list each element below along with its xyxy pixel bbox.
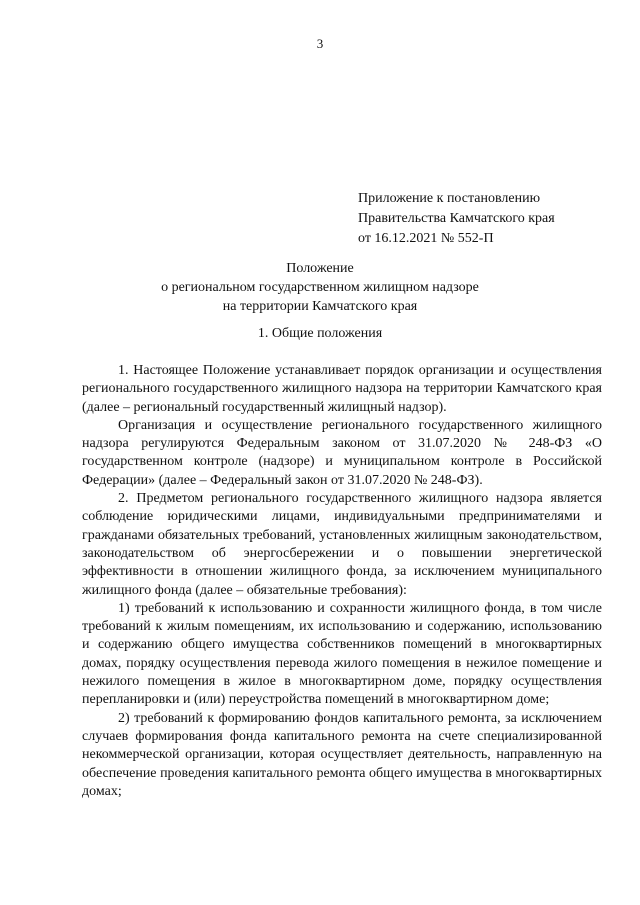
section-heading: 1. Общие положения [257,326,383,341]
document-body [82,362,602,801]
paragraph-1: 1. Настоящее Положение устанавливает порядок организации и осуществления регионального государственного жилищного надзора на территории Камчатского края (далее – региональный государственный жилищный надзор). [82,363,602,415]
paragraph-3: 2. Предметом регионального государственного жилищного надзора является соблюдение юридическими лицами, индивидуальными предпринимателями и гражданами обязательных требований, установленных жилищным законодательством, законодательством об энергосбережении и о повышении энергетической эффективности в отношении жилищного фонда, за исключением муниципального жилищного фонда (далее – обязательные требования): [82,491,602,598]
title-line-3: на территории Камчатского края [222,299,418,314]
annex-line-2: Правительства Камчатского края [358,211,555,226]
annex-line-1: Приложение к постановлению [358,191,541,206]
title-line-2: о региональном государственном жилищном надзоре [161,280,479,295]
title-line-1: Положение [286,261,354,276]
paragraph-5: 2) требований к формированию фондов капитального ремонта, за исключением случаев формирования фонда капитального ремонта на счете специализированной некоммерческой организации, которая осуществляет деятельность, направленную на обеспечение проведения капитального ремонта общего имущества в многоквартирных домах; [82,710,602,799]
page-number: 3 [316,36,324,51]
annex-block [358,189,555,249]
document-title [0,259,640,316]
annex-line-3: от 16.12.2021 № 552-П [358,231,494,246]
paragraph-4: 1) требований к использованию и сохранности жилищного фонда, в том числе требований к жилым помещениям, их использованию и содержанию, использованию и содержанию общего имущества собственников помещений в многоквартирных домах, порядку осуществления перевода жилого помещения в нежилое помещение и нежилого помещения в жилое в многоквартирном доме, порядку осуществления перепланировки и (или) переустройства помещений в многоквартирном доме; [82,600,602,708]
paragraph-2: Организация и осуществление регионального государственного жилищного надзора регулируются Федеральным законом от 31.07.2020 № 248-ФЗ «О государственном контроле (надзоре) и муниципальном контроле в Российской Федерации» (далее – Федеральный закон от 31.07.2020 № 248-ФЗ). [82,417,602,488]
